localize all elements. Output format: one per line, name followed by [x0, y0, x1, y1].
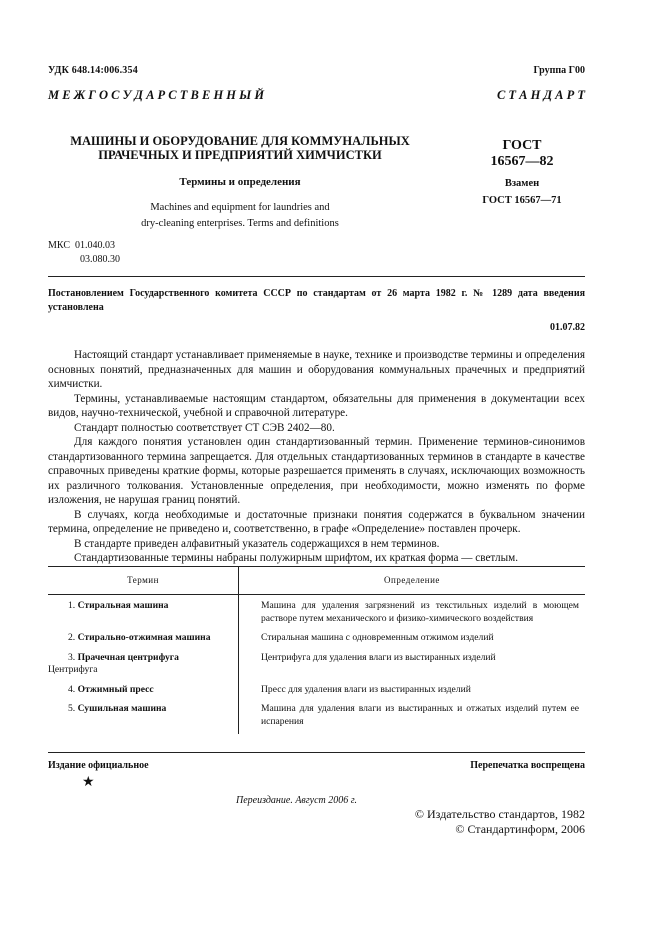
- official-edition: Издание официальное: [48, 760, 149, 771]
- mks-code-2: 03.080.30: [80, 254, 120, 265]
- definition-cell: Пресс для удаления влаги из выстиранных изделий: [261, 683, 471, 695]
- term-number: 5.: [68, 703, 76, 714]
- divider-top: [48, 276, 585, 277]
- column-header-definition: Определение: [239, 566, 586, 595]
- replaces-label: Взамен: [504, 178, 540, 189]
- copyright-2006: © Стандартинформ, 2006: [455, 822, 585, 836]
- star-icon: ★: [82, 775, 95, 790]
- divider-bottom: [48, 752, 585, 753]
- definition-cell: Стиральная машина с одновременным отжимом изделий: [261, 632, 494, 643]
- paragraph: Стандарт полностью соответствует СТ СЭВ 2402—80.: [74, 421, 335, 434]
- table-row: [48, 629, 585, 649]
- paragraph: Для каждого понятия установлен один стандартизованный термин. Применение терминов-синонимов стандартизованного термина запрещается. Для отдельных стандартизованных терминов в стандарте в качестве справочных приведены краткие формы, которые разрешается применять в случаях, исключающих возможность их различного толкования. Установленные определения, при необходимости, можно изменять по форме изложения, не нарушая границ понятий.: [48, 436, 585, 506]
- english-title: [60, 200, 420, 232]
- paragraph: Стандартизованные термины набраны полужирным шрифтом, их краткая форма — светлым.: [74, 552, 519, 564]
- banner-standard: С Т А Н Д А Р Т: [496, 88, 585, 102]
- table-header-row: [48, 566, 585, 595]
- effective-date: 01.07.82: [550, 322, 585, 333]
- banner-interstate: М Е Ж Г О С У Д А Р С Т В Е Н Н Ы Й: [48, 88, 265, 102]
- mks-codes: [48, 239, 120, 267]
- document-title-line1: МАШИНЫ И ОБОРУДОВАНИЕ ДЛЯ КОММУНАЛЬНЫХ: [70, 134, 410, 148]
- group-code: Группа Г00: [533, 65, 585, 76]
- table-row: [48, 649, 585, 681]
- introduction: [48, 348, 585, 566]
- paragraph: В стандарте приведен алфавитный указатель содержащихся в нем терминов.: [74, 537, 440, 550]
- definition-cell: Машина для удаления влаги из выстиранных и отжатых изделий путем ее испарения: [261, 703, 579, 727]
- term-number: 3.: [68, 651, 76, 663]
- copyright-1982: © Издательство стандартов, 1982: [414, 807, 585, 821]
- definition-cell: Машина для удаления загрязнений из текстильных изделий в моющем растворе путем механического и физико-химического воздействия: [261, 600, 579, 624]
- english-title-line1: Machines and equipment for laundries and: [150, 202, 330, 213]
- term-cell: [48, 595, 239, 630]
- reprint-note: Переиздание. Август 2006 г.: [236, 795, 358, 806]
- term-number: 2.: [68, 632, 76, 643]
- mks-label: МКС: [48, 240, 70, 251]
- table-row: [48, 595, 585, 630]
- definition-cell: Центрифуга для удаления влаги из выстиранных изделий: [261, 651, 496, 663]
- term-name: Прачечная центрифуга: [77, 651, 179, 663]
- term-name: Стирально-отжимная машина: [77, 632, 211, 643]
- document-title-line2: ПРАЧЕЧНЫХ И ПРЕДПРИЯТИЙ ХИМЧИСТКИ: [98, 148, 382, 162]
- term-cell: [48, 681, 239, 701]
- terms-table-wrapper: [48, 566, 585, 734]
- paragraph: В случаях, когда необходимые и достаточные признаки понятия содержатся в буквальном значении термина, определение не приведено и, соответственно, в графе «Определение» поставлен прочерк.: [48, 508, 585, 535]
- document-subtitle: Термины и определения: [179, 176, 301, 188]
- standard-banner: [48, 88, 585, 103]
- gost-designation: [462, 138, 582, 206]
- term-name: Стиральная машина: [77, 600, 169, 611]
- term-cell: [48, 649, 239, 681]
- term-name: Отжимный пресс: [77, 683, 154, 695]
- title-block: [60, 134, 420, 232]
- term-number: 4.: [68, 683, 76, 695]
- paragraph: Настоящий стандарт устанавливает применяемые в науке, технике и производстве термины и определения основных понятий, предназначенных для машин и оборудования коммунальных прачечных и предприятий химчистки.: [48, 349, 585, 390]
- column-header-term: Термин: [48, 566, 239, 595]
- term-name: Сушильная машина: [77, 703, 167, 714]
- gost-number: 16567—82: [490, 154, 554, 169]
- paragraph: Термины, устанавливаемые настоящим стандартом, обязательны для применения в документации всех видов, научно-технической, учебной и справочной литературе.: [48, 392, 585, 419]
- english-title-line2: dry-cleaning enterprises. Terms and definitions: [141, 218, 339, 229]
- replaces-number: ГОСТ 16567—71: [482, 195, 562, 206]
- decree-text: Постановлением Государственного комитета СССР по стандартам от 26 марта 1982 г. № 1289 дата введения установлена: [48, 288, 585, 313]
- term-short-form: Центрифуга: [48, 664, 98, 675]
- terms-table: [48, 566, 585, 734]
- reprint-prohibited: Перепечатка воспрещена: [470, 760, 585, 771]
- table-row: [48, 700, 585, 734]
- table-row: [48, 681, 585, 701]
- term-number: 1.: [68, 600, 76, 611]
- term-cell: [48, 700, 239, 734]
- gost-label: ГОСТ: [502, 138, 542, 153]
- udk-code: УДК 648.14:006.354: [48, 65, 138, 76]
- mks-code-1: 01.040.03: [74, 240, 115, 251]
- term-cell: [48, 629, 239, 649]
